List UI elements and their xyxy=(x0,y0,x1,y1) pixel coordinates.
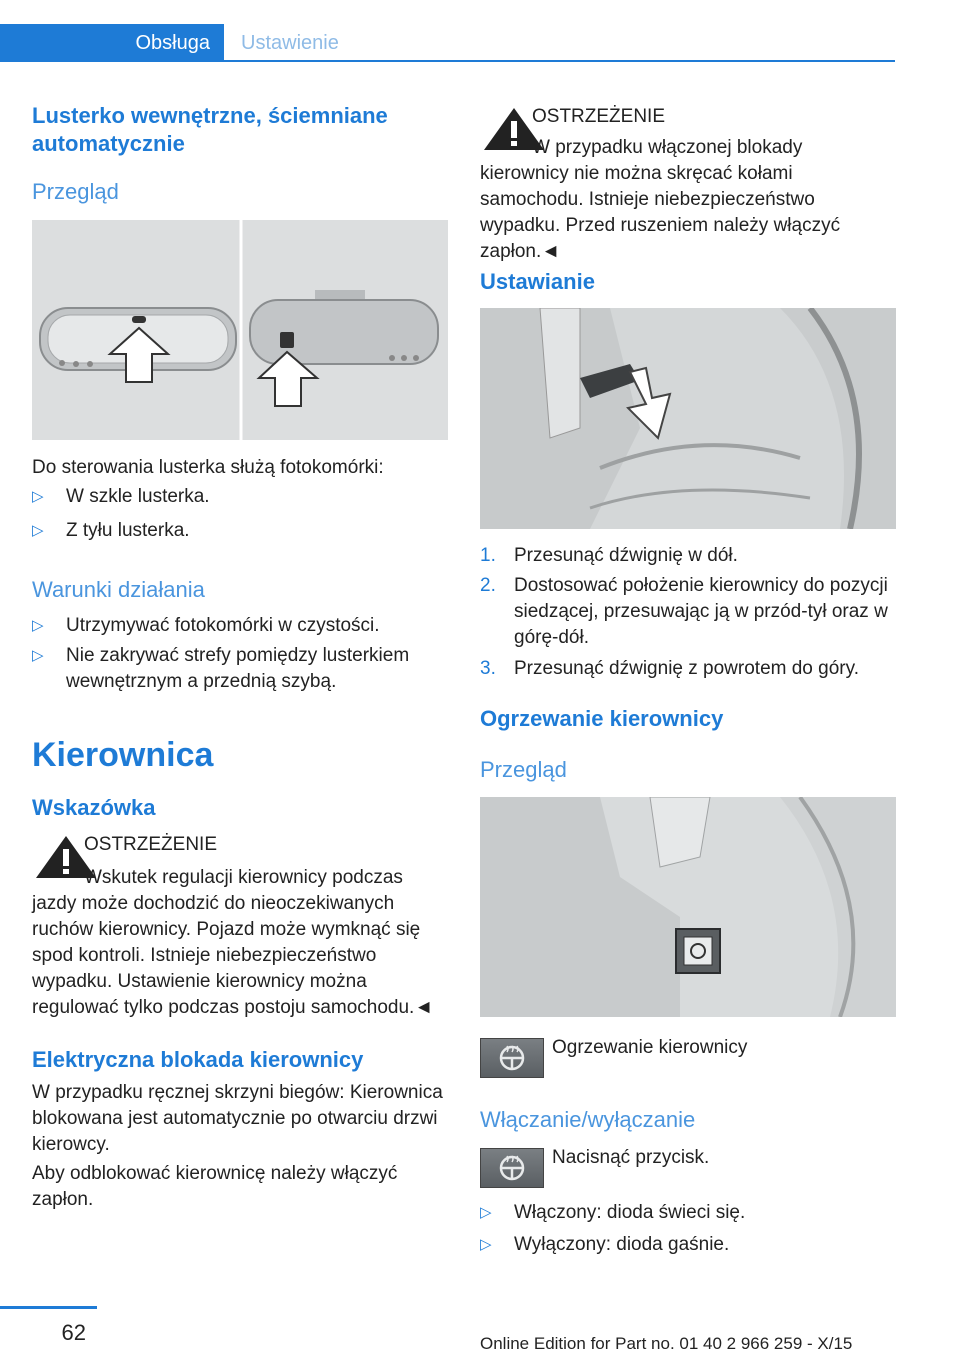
list-item xyxy=(480,656,896,682)
step-number: 1. xyxy=(480,545,496,566)
section-title-mirror: Lusterko wewnętrzne, ściemniane automatycznie xyxy=(32,103,388,156)
heading-lock: Elektryczna blokada kierownicy xyxy=(32,1047,364,1072)
list-item-text: W szkle lusterka. xyxy=(66,486,210,507)
triangle-right-icon: ▷ xyxy=(32,488,44,505)
list-item xyxy=(32,518,448,544)
heating-button-photo xyxy=(480,797,896,1017)
list-item xyxy=(480,573,896,651)
step-text: Dostosować położenie kierownicy do pozycji siedzącej, przesuwając ją w przód-tył oraz w górę-dół. xyxy=(514,575,888,648)
mirror-illustration xyxy=(32,220,448,440)
mirror-photo xyxy=(32,220,448,440)
triangle-right-icon: ▷ xyxy=(32,522,44,539)
heading-heating: Ogrzewanie kierownicy xyxy=(480,706,724,731)
list-item xyxy=(480,1200,896,1226)
tab-ustawienie[interactable]: Ustawienie xyxy=(241,31,339,54)
press-text: Nacisnąć przycisk. xyxy=(552,1147,710,1168)
lock-text-2: Aby odblokować kierownicę należy włączyć zapłon. xyxy=(32,1163,398,1210)
heading-onoff: Włączanie/wyłączanie xyxy=(480,1107,696,1132)
page-number: 62 xyxy=(61,1320,86,1345)
list-item-text: Włączony: dioda świeci się. xyxy=(514,1202,746,1223)
steering-lever-illustration xyxy=(480,308,896,529)
steering-lever-photo xyxy=(480,308,896,529)
heading-note: Wskazówka xyxy=(32,795,156,820)
warning-label: OSTRZEŻENIE xyxy=(532,106,666,127)
lock-text-1: W przypadku ręcznej skrzyni biegów: Kierownica blokowana jest automatycznie po otwarciu drzwi kierowcy. xyxy=(32,1082,443,1155)
heading-overview: Przegląd xyxy=(32,179,119,204)
warning-text: Wskutek regulacji kierownicy podczas jazdy może dochodzić do nieoczekiwanych ruchów kierownicy. Pojazd może wymknąć się spod kontroli. Istnieje niebezpieczeństwo wypadku. Ustawienie kierownicy można regulować tylko podczas postoju samochodu.◄ xyxy=(32,867,434,1018)
list-item xyxy=(32,613,448,639)
step-number: 2. xyxy=(480,575,496,596)
list-item xyxy=(480,1232,896,1258)
step-text: Przesunąć dźwignię w dół. xyxy=(514,545,738,566)
heading-adjust: Ustawianie xyxy=(480,269,595,294)
steering-heating-icon xyxy=(480,1038,544,1078)
edition-footer: Online Edition for Part no. 01 40 2 966 259 - X/15 xyxy=(480,1334,853,1353)
step-number: 3. xyxy=(480,658,496,679)
list-item xyxy=(32,484,448,510)
header-tabs xyxy=(0,24,895,62)
warning-label: OSTRZEŻENIE xyxy=(84,834,218,855)
list-item-text: Nie zakrywać strefy pomiędzy lusterkiem wewnętrznym a przednią szybą. xyxy=(66,645,410,692)
list-item-text: Wyłączony: dioda gaśnie. xyxy=(514,1234,730,1255)
step-text: Przesunąć dźwignię z powrotem do góry. xyxy=(514,658,859,679)
triangle-right-icon: ▷ xyxy=(32,617,44,634)
list-item-text: Z tyłu lusterka. xyxy=(66,520,190,541)
heating-caption: Ogrzewanie kierownicy xyxy=(552,1037,748,1058)
photocell-intro: Do sterowania lusterka służą fotokomórki: xyxy=(32,457,384,478)
list-item xyxy=(32,643,448,695)
heading-steering: Kierownica xyxy=(32,736,214,774)
triangle-right-icon: ▷ xyxy=(480,1236,492,1253)
heading-conditions: Warunki działania xyxy=(32,577,205,602)
list-item-text: Utrzymywać fotokomórki w czystości. xyxy=(66,615,380,636)
warning-text: W przypadku włączonej blokady kierownicy nie można skręcać kołami samochodu. Istnieje niebezpieczeństwo wypadku. Przed ruszeniem należy włączyć zapłon.◄ xyxy=(480,137,841,262)
steering-heating-icon xyxy=(480,1148,544,1188)
tab-obsluga[interactable]: Obsługa xyxy=(0,24,224,62)
heading-overview: Przegląd xyxy=(480,757,567,782)
list-item xyxy=(480,543,896,569)
footer-rule xyxy=(0,1306,97,1309)
heating-button-illustration xyxy=(480,797,896,1017)
triangle-right-icon: ▷ xyxy=(480,1204,492,1221)
triangle-right-icon: ▷ xyxy=(32,647,44,664)
